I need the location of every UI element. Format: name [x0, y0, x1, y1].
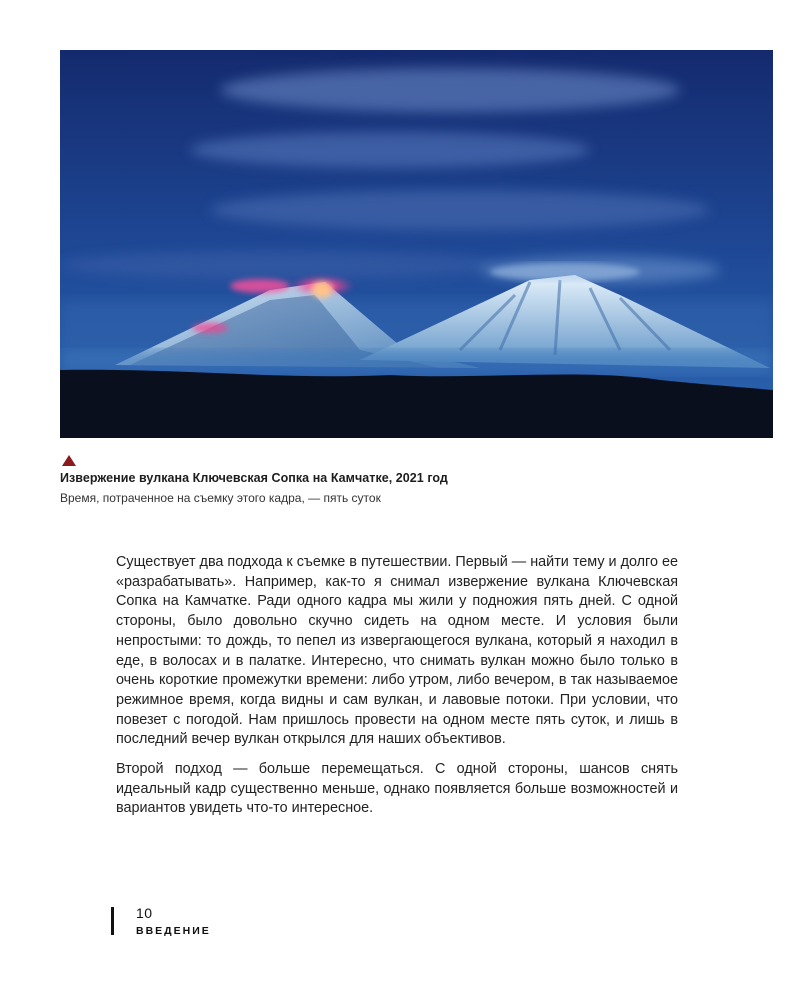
caption-title: Извержение вулкана Ключевская Сопка на Камчатке, 2021 год [60, 471, 448, 485]
caption-subtitle: Время, потраченное на съемку этого кадра, — пять суток [60, 491, 381, 505]
section-name: ВВЕДЕНИЕ [136, 925, 211, 937]
volcano-photo [60, 50, 773, 438]
paragraph: Второй подход — больше перемещаться. С одной стороны, шансов снять идеальный кадр существенно меньше, однако появляется больше возможностей и вариантов увидеть что-то интересное. [116, 761, 678, 817]
page-number: 10 [136, 905, 153, 921]
folio-bar [111, 907, 114, 935]
paragraph: Существует два подхода к съемке в путешествии. Первый — найти тему и долго ее «разрабатывать». Например, как-то я снимал извержение вулкана Ключевская Сопка на Камчатке. Ради одного кадра мы жили у подножия пять дней. С одной стороны, было довольно скучно сидеть на одном месте. И условия были непростыми: то дождь, то пепел из извергающегося вулкана, который я находил в еде, в волосах и в палатке. Интересно, что снимать вулкан можно было только в очень короткие промежутки времени: либо утром, либо вечером, в так называемое режимное время, когда видны и сам вулкан, и лавовые потоки. При условии, что повезет с погодой. Нам пришлось провести на одном месте пять суток, и лишь в последний вечер вулкан открылся для наших объективов. [116, 554, 678, 748]
caption-marker-icon [62, 455, 76, 466]
body-text [116, 553, 678, 829]
